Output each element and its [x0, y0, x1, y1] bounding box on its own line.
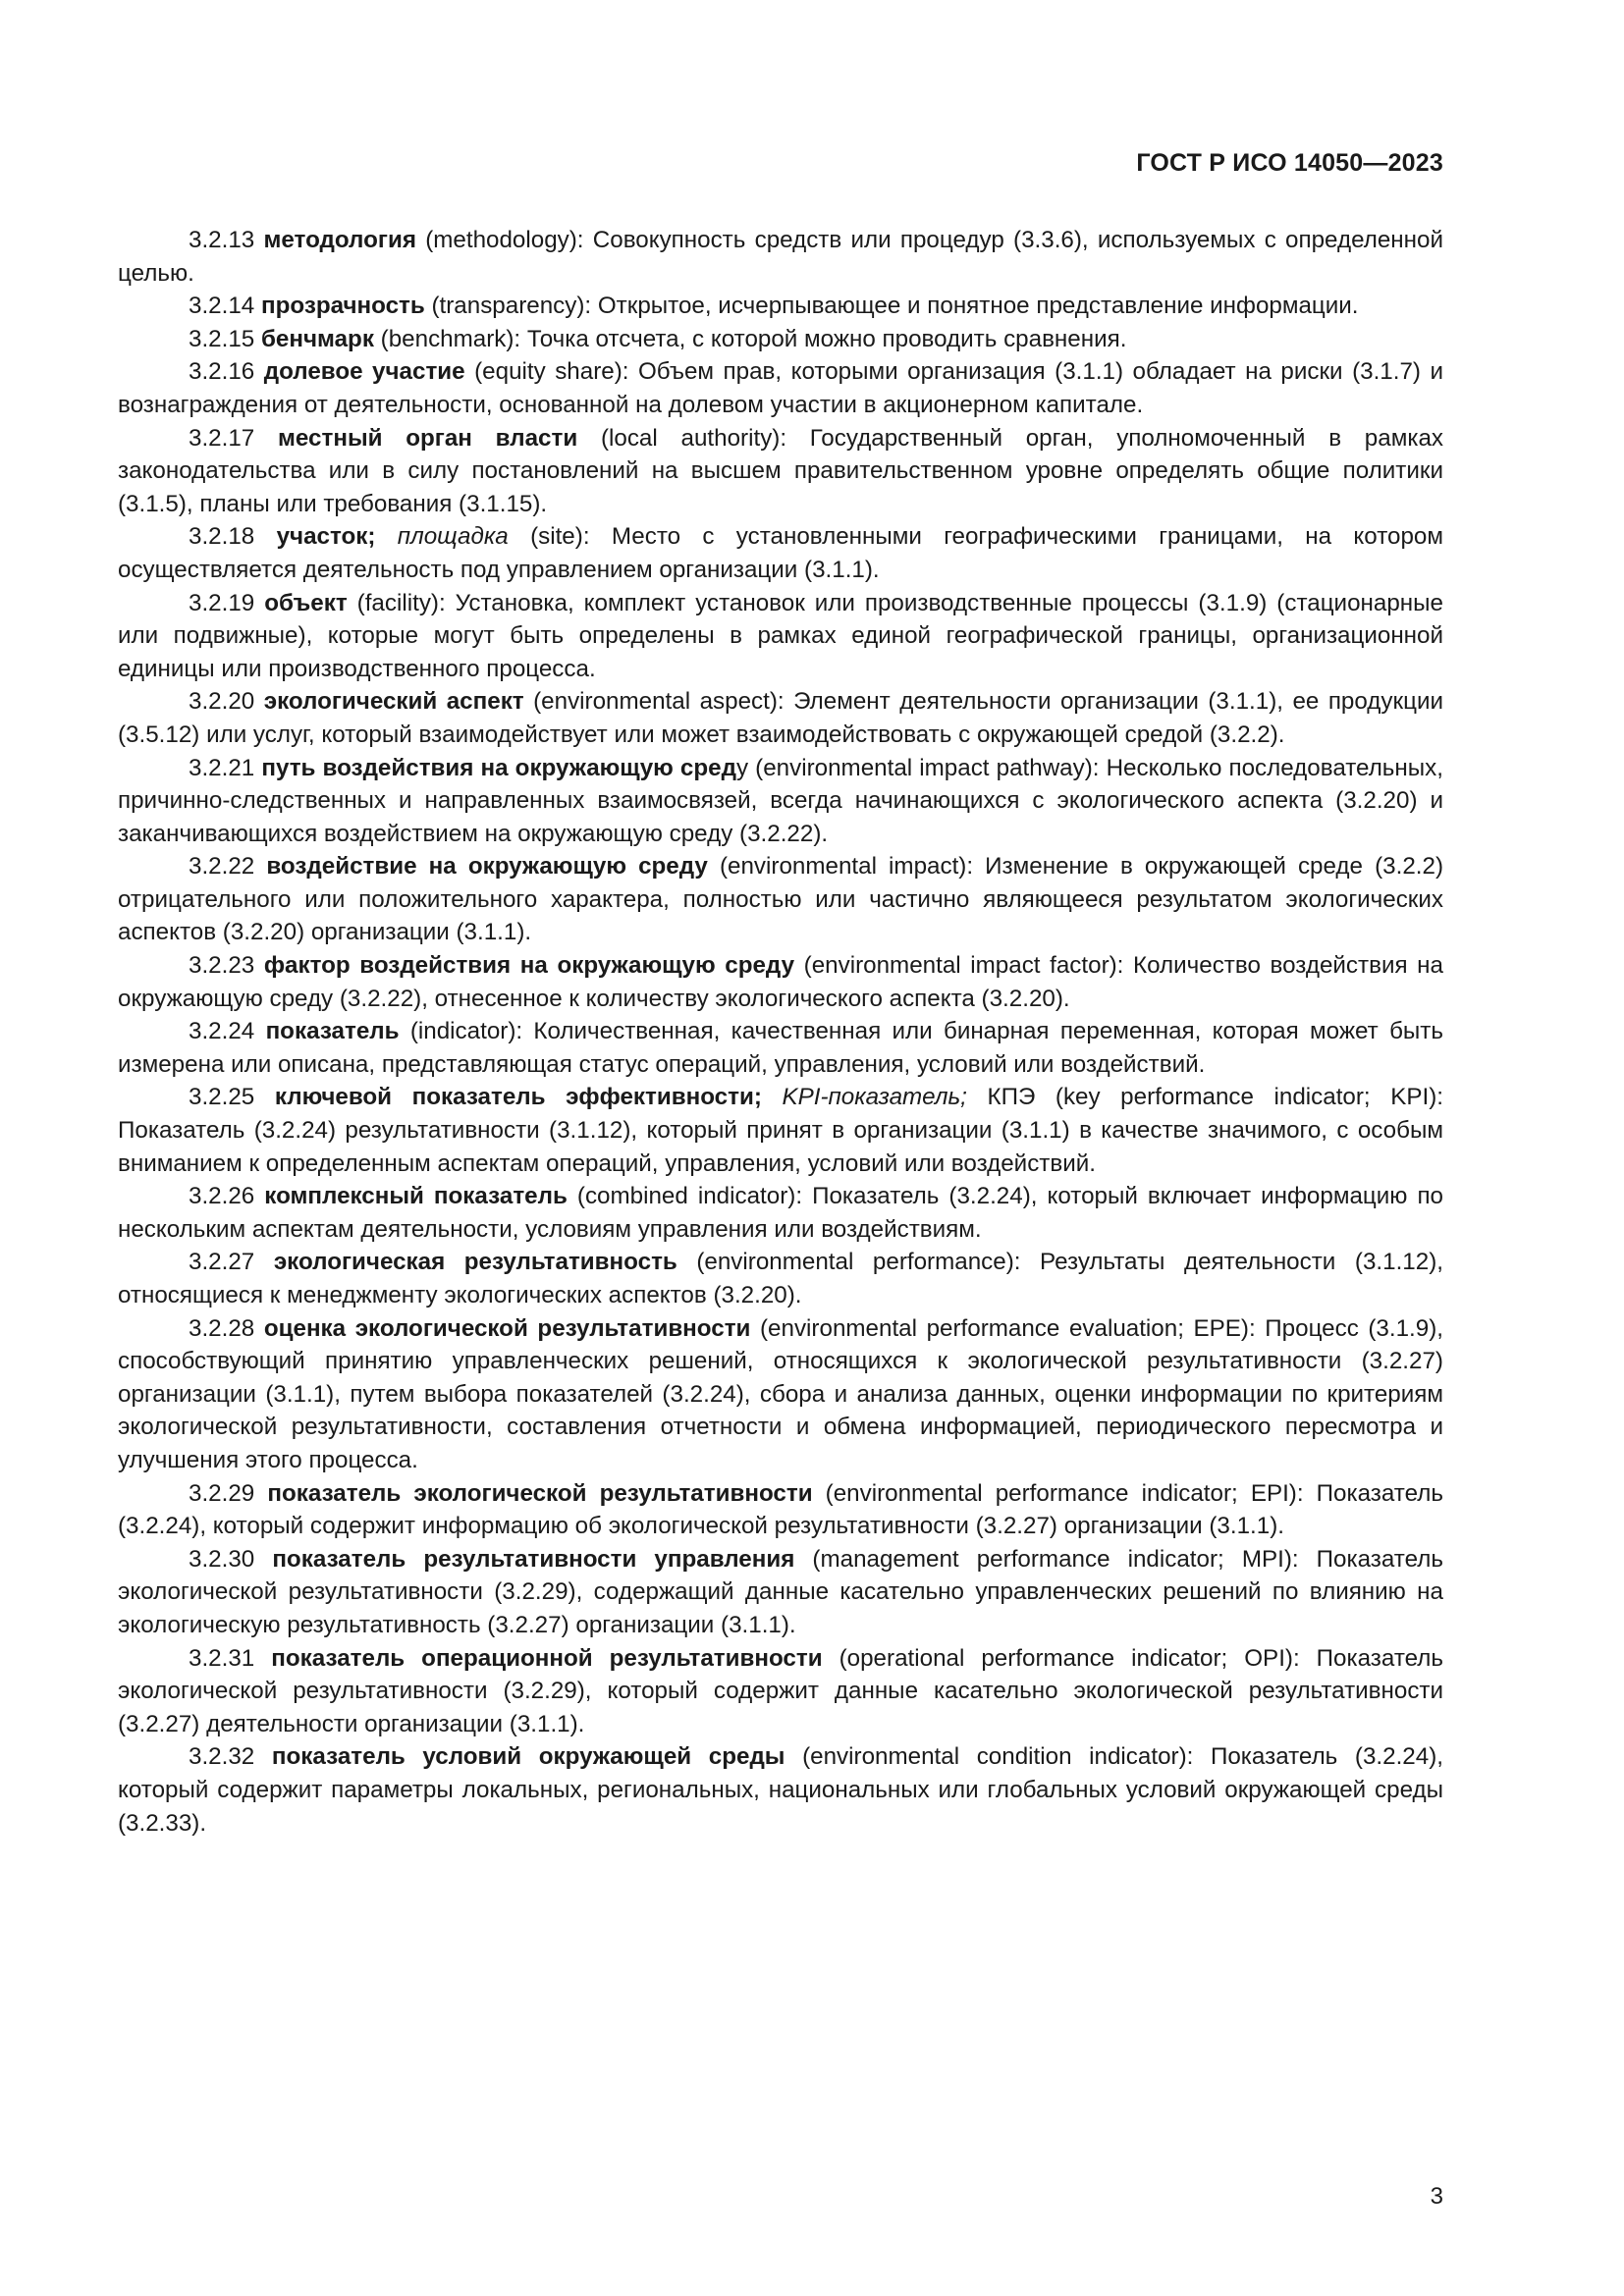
- term-entry: [118, 1180, 1443, 1246]
- term-alternative: площадка: [397, 523, 509, 551]
- term-definition: (environmental performance): Результаты деятельности (3.1.12), относящиеся к менеджменту экологических аспектов (3.2.20).: [118, 1249, 1443, 1308]
- term-entry: [118, 1312, 1443, 1477]
- term-definition: (transparency): Открытое, исчерпывающее и понятное представление информации.: [424, 293, 1359, 320]
- term-definition: (methodology): Совокупность средств или процедур (3.3.6), используемых с определенной целью.: [118, 227, 1443, 287]
- term-number: 3.2.20: [189, 688, 255, 716]
- term-name: показатель: [265, 1018, 400, 1045]
- term-definition: у (environmental impact pathway): Несколько последовательных, причинно-следственных и направленных взаимосвязей, всегда начинающихся с экологического аспекта (3.2.20) и заканчивающихся воздействием на окружающую среду (3.2.22).: [118, 754, 1443, 847]
- term-definition: (environmental impact factor): Количество воздействия на окружающую среду (3.2.22), отнесенное к количеству экологического аспекта (3.2.20).: [118, 952, 1443, 1012]
- term-entry: [118, 752, 1443, 851]
- term-entry: [118, 520, 1443, 586]
- term-name: ключевой показатель эффективности;: [274, 1084, 762, 1111]
- term-number: 3.2.16: [189, 358, 255, 386]
- term-number: 3.2.21: [189, 754, 255, 781]
- term-number: 3.2.19: [189, 589, 255, 616]
- term-name: методология: [263, 227, 416, 253]
- term-entry: [118, 1543, 1443, 1642]
- term-number: 3.2.18: [189, 523, 255, 551]
- term-definition: (environmental impact): Изменение в окружающей среде (3.2.2) отрицательного или положительного характера, полностью или частично являющееся результатом экологических аспектов (3.2.20) организации (3.1.1).: [118, 853, 1443, 946]
- term-definition: (equity share): Объем прав, которыми организация (3.1.1) обладает на риски (3.1.7) и вознаграждения от деятельности, основанной на долевом участии в акционерном капитале.: [118, 358, 1443, 418]
- term-entry: [118, 290, 1443, 323]
- term-name: путь воздействия на окружающую сред: [261, 754, 736, 781]
- term-number: 3.2.23: [189, 952, 255, 980]
- term-entry: [118, 323, 1443, 356]
- term-definition: (site): Место с установленными географическими границами, на котором осуществляется деятельность под управлением организации (3.1.1).: [118, 523, 1443, 583]
- term-number: 3.2.28: [189, 1314, 255, 1342]
- term-name: показатель результативности управления: [272, 1545, 795, 1573]
- term-number: 3.2.30: [189, 1545, 255, 1573]
- term-name: экологическая результативность: [273, 1249, 677, 1276]
- term-number: 3.2.32: [189, 1743, 255, 1771]
- term-definition: (management performance indicator; MPI): Показатель экологической результативности (3.2.29), содержащий данные касательно управленческих решений по влиянию на экологическую результативность (3.2.27) организации (3.1.1).: [118, 1545, 1443, 1638]
- term-name: участок;: [276, 523, 376, 551]
- term-name: местный орган власти: [278, 424, 578, 452]
- term-definition: (combined indicator): Показатель (3.2.24), который включает информацию по нескольким аспектам деятельности, условиям управления или воздействиям.: [118, 1183, 1443, 1243]
- term-name: прозрачность: [260, 293, 425, 320]
- term-number: 3.2.29: [189, 1479, 255, 1507]
- term-name: оценка экологической результативности: [263, 1314, 751, 1342]
- term-number: 3.2.22: [189, 853, 255, 881]
- term-entry: [118, 422, 1443, 521]
- term-number: 3.2.14: [189, 293, 255, 320]
- term-number: 3.2.31: [189, 1644, 255, 1672]
- term-name: фактор воздействия на окружающую среду: [263, 952, 795, 980]
- term-definition: (indicator): Количественная, качественная или бинарная переменная, которая может быть измерена или описана, представляющая статус операций, управления, условий или воздействий.: [118, 1018, 1443, 1078]
- term-definition: (local authority): Государственный орган, уполномоченный в рамках законодательства или в силу постановлений на высшем правительственном уровне определять общие политики (3.1.5), планы или требования (3.1.15).: [118, 424, 1443, 517]
- term-entry: [118, 1246, 1443, 1311]
- document-header: ГОСТ Р ИСО 14050—2023: [1136, 149, 1443, 177]
- term-name: показатель условий окружающей среды: [271, 1743, 785, 1771]
- term-definition: (benchmark): Точка отсчета, с которой можно проводить сравнения.: [373, 325, 1127, 352]
- term-number: 3.2.15: [189, 325, 255, 352]
- term-name: бенчмарк: [260, 325, 374, 352]
- term-definition: (environmental aspect): Элемент деятельности организации (3.1.1), ее продукции (3.5.12) или услуг, который взаимодействует или может взаимодействовать с окружающей средой (3.2.2).: [118, 688, 1443, 748]
- term-name: объект: [264, 589, 348, 616]
- term-entry: [118, 355, 1443, 421]
- term-definition: (environmental performance evaluation; EPE): Процесс (3.1.9), способствующий принятию управленческих решений, относящихся к экологической результативности (3.2.27) организации (3.1.1), путем выбора показателей (3.2.24), сбора и анализа данных, оценки информации по критериям экологической результативности, составления отчетности и обмена информацией, периодического пересмотра и улучшения этого процесса.: [118, 1314, 1443, 1473]
- term-entry: [118, 1015, 1443, 1081]
- term-name: долевое участие: [263, 358, 465, 386]
- terms-list: [118, 224, 1443, 1840]
- term-number: 3.2.27: [189, 1249, 255, 1276]
- term-entry: [118, 949, 1443, 1015]
- term-number: 3.2.24: [189, 1018, 255, 1045]
- term-definition: (environmental condition indicator): Показатель (3.2.24), который содержит параметры локальных, региональных, национальных или глобальных условий окружающей среды (3.2.33).: [118, 1743, 1443, 1837]
- term-number: 3.2.17: [189, 424, 255, 452]
- term-name: воздействие на окружающую среду: [266, 853, 708, 881]
- term-definition: (operational performance indicator; OPI): Показатель экологической результативности (3.2.29), который содержит данные касательно экологической результативности (3.2.27) деятельности организации (3.1.1).: [118, 1644, 1443, 1737]
- term-number: 3.2.13: [189, 227, 255, 253]
- term-definition: КПЭ (key performance indicator; KPI): Показатель (3.2.24) результативности (3.1.12), который принят в организации (3.1.1) в качестве значимого, с особым вниманием к определенным аспектам операций, управления, условий или воздействий.: [118, 1084, 1443, 1177]
- term-entry: [118, 587, 1443, 686]
- term-number: 3.2.25: [189, 1084, 255, 1111]
- term-definition: (facility): Установка, комплект установок или производственные процессы (3.1.9) (стационарные или подвижные), которые могут быть определены в рамках единой географической границы, организационной единицы или производственного процесса.: [118, 589, 1443, 682]
- term-entry: [118, 1477, 1443, 1543]
- term-entry: [118, 685, 1443, 751]
- term-number: 3.2.26: [189, 1183, 255, 1210]
- term-definition: (environmental performance indicator; EPI): Показатель (3.2.24), который содержит информацию об экологической результативности (3.2.27) организации (3.1.1).: [118, 1479, 1443, 1540]
- term-name: показатель экологической результативности: [267, 1479, 813, 1507]
- term-entry: [118, 1740, 1443, 1840]
- term-name: экологический аспект: [263, 688, 524, 716]
- term-entry: [118, 224, 1443, 290]
- term-name: комплексный показатель: [264, 1183, 568, 1210]
- term-entry: [118, 1642, 1443, 1741]
- term-entry: [118, 850, 1443, 949]
- term-entry: [118, 1081, 1443, 1180]
- page-number: 3: [1430, 2183, 1443, 2210]
- term-alternative: KPI-показатель;: [782, 1084, 967, 1111]
- term-name: показатель операционной результативности: [271, 1644, 823, 1672]
